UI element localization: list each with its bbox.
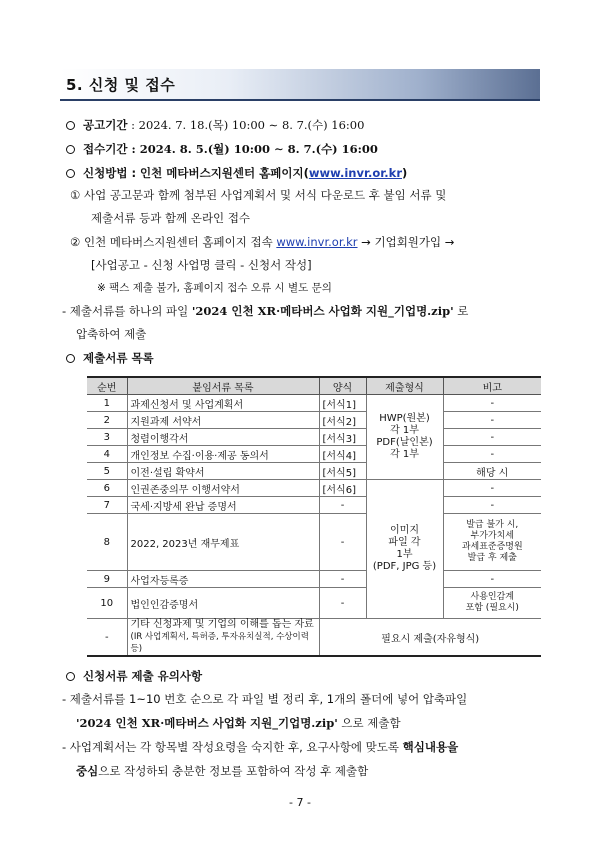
method-label: 신청방법 : 인천 메타버스지원센터 홈페이지( — [83, 166, 309, 180]
table-row: 6 인권존중의무 이행서약서 [서식6] 이미지 파일 각 1부 (PDF, JPG 등) - — [87, 480, 541, 497]
homepage-link[interactable]: www.invr.or.kr — [308, 166, 402, 180]
col-header-note: 비고 — [443, 377, 541, 395]
format-group-hwp: HWP(원본) 각 1부 PDF(날인본) 각 1부 — [366, 395, 443, 480]
col-header-docs: 붙임서류 목록 — [127, 377, 319, 395]
zip-filename: '2024 인천 XR·메타버스 사업화 지원_기업명.zip' — [191, 304, 454, 318]
submit-note-line1: - 제출서류를 하나의 파일 '2024 인천 XR·메타버스 사업화 지원_기업명.zip' 로 — [62, 304, 469, 318]
caution-item2-line1: - 사업계획서는 각 항목별 작성요령을 숙지한 후, 요구사항에 맞도록 핵심내용을 — [62, 740, 459, 754]
receipt-value: : 2024. 8. 5.(월) 10:00 ∼ 8. 7.(수) 16:00 — [127, 142, 378, 156]
docs-heading: 제출서류 목록 — [66, 350, 154, 366]
table-row: 5 이전·설립 확약서 [서식5] 해당 시 — [87, 463, 541, 480]
documents-table — [87, 376, 541, 657]
submit-note-line2: 압축하여 제출 — [76, 327, 147, 341]
table-row: 1 과제신청서 및 사업계획서 [서식1] HWP(원본) 각 1부 PDF(날인본) 각 1부 - — [87, 395, 541, 412]
table-row: - 기타 신청과제 및 기업의 이해를 돕는 자료 (IR 사업계획서, 특허증, 투자유치실적, 수상이력 등) 필요시 제출(자유형식) — [87, 619, 541, 657]
circle-bullet-icon — [66, 121, 75, 130]
circle-bullet-icon — [66, 145, 75, 154]
optional-submission: 필요시 제출(자유형식) — [319, 619, 541, 657]
table-header-row — [87, 377, 541, 395]
receipt-period — [66, 141, 378, 157]
period-value: : 2024. 7. 18.(목) 10:00 ∼ 8. 7.(수) 16:00 — [127, 118, 365, 132]
announcement-period — [66, 117, 364, 133]
table-row: 2 지원과제 서약서 [서식2] - — [87, 412, 541, 429]
step1-line2: 제출서류 등과 함께 온라인 접수 — [91, 211, 251, 225]
application-method: 신청방법 : 인천 메타버스지원센터 홈페이지(www.invr.or.kr) — [66, 165, 407, 181]
fax-note: ※ 팩스 제출 불가, 홈페이지 접수 오류 시 별도 문의 — [97, 282, 332, 294]
caution-heading: 신청서류 제출 유의사항 — [66, 668, 202, 684]
receipt-label: 접수기간 — [83, 142, 128, 156]
page-number: - 7 - — [289, 796, 311, 809]
table-row: 7 국세·지방세 완납 증명서 - - — [87, 497, 541, 514]
table-row: 10 법인인감증명서 - 사용인감계 포함 (필요시) — [87, 588, 541, 619]
circle-bullet-icon — [66, 672, 75, 681]
col-header-format: 제출형식 — [366, 377, 443, 395]
col-header-form: 양식 — [319, 377, 366, 395]
step1-line1: ① 사업 공고문과 함께 첨부된 사업계획서 및 서식 다운로드 후 붙임 서류 및 — [70, 188, 447, 202]
table-row: 3 청렴이행각서 [서식3] - — [87, 429, 541, 446]
table-row: 4 개인정보 수집·이용·제공 동의서 [서식4] - — [87, 446, 541, 463]
caution-item2-line2: 중심으로 작성하되 충분한 정보를 포함하여 작성 후 제출함 — [76, 764, 369, 778]
circle-bullet-icon — [66, 354, 75, 363]
section-title: 5. 신청 및 접수 — [66, 76, 176, 94]
table-row: 8 2022, 2023년 재무제표 - 발급 불가 시, 부가가치세 과세표준증명원 발급 후 제출 — [87, 514, 541, 571]
format-group-image: 이미지 파일 각 1부 (PDF, JPG 등) — [366, 480, 443, 619]
table-row: 9 사업자등록증 - - — [87, 571, 541, 588]
caution-item1-line1: - 제출서류를 1~10 번호 순으로 각 파일 별 정리 후, 1개의 폴더에 넣어 압축파일 — [62, 692, 468, 706]
caution-item1-line2: '2024 인천 XR·메타버스 사업화 지원_기업명.zip' 으로 제출함 — [76, 716, 401, 730]
step2-line2: [사업공고 - 신청 사업명 클릭 - 신청서 작성] — [91, 258, 312, 272]
period-label: 공고기간 — [83, 118, 128, 132]
circle-bullet-icon — [66, 169, 75, 178]
homepage-link-2[interactable]: www.invr.or.kr — [276, 235, 358, 249]
step2-line1: ② 인천 메타버스지원센터 홈페이지 접속 www.invr.or.kr → 기업회원가입 → — [70, 235, 455, 249]
col-header-no: 순번 — [87, 377, 127, 395]
